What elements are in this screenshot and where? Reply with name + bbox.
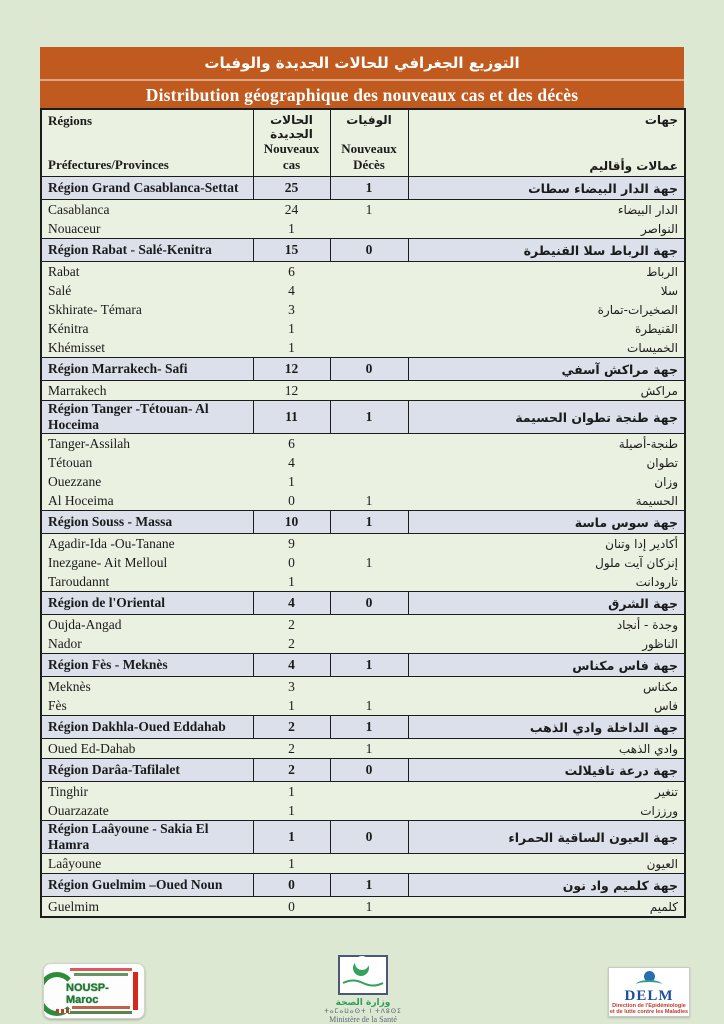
region-row — [41, 401, 685, 434]
region-row — [41, 821, 685, 854]
arabic-name-cell: جهة طنجة تطوان الحسيمة — [408, 401, 685, 434]
arabic-name-cell: وادي الذهب — [618, 741, 678, 756]
province-row — [41, 801, 685, 821]
deaths-cell: 1 — [365, 740, 373, 756]
arabic-name-cell: الصخيرات-تمارة — [597, 302, 678, 317]
name-cell: Région Darâa-Tafilalet — [41, 759, 253, 782]
cases-cell: 1 — [253, 821, 330, 854]
deaths-cell: 0 — [330, 592, 408, 615]
header-new-cases-arabic: الحالات الجديدة — [270, 113, 313, 141]
deaths-cell: 1 — [330, 874, 408, 897]
cases-cell: 12 — [253, 358, 330, 381]
cases-cell: 2 — [288, 635, 295, 651]
deaths-cell: 1 — [365, 554, 373, 570]
name-cell: Agadir-Ida -Ou-Tanane — [48, 535, 175, 551]
arabic-name-cell: وجدة - أنجاد — [616, 617, 678, 632]
arabic-name-cell: جهة الشرق — [408, 592, 685, 615]
cases-cell: 15 — [253, 239, 330, 262]
nousp-dots-decoration — [56, 1009, 70, 1013]
nousp-bottom-text-decoration2 — [68, 1011, 132, 1014]
deaths-cell — [330, 615, 408, 635]
province-row — [41, 677, 685, 697]
cases-cell: 4 — [288, 454, 295, 470]
name-cell: Région Tanger -Tétouan- Al Hoceima — [41, 401, 253, 434]
deaths-cell — [330, 338, 408, 358]
header-jihat — [408, 109, 685, 177]
deaths-cell — [330, 534, 408, 554]
deaths-cell: 1 — [330, 511, 408, 534]
deaths-cell — [330, 319, 408, 338]
header-new-deaths-arabic: الوفيات — [346, 113, 392, 127]
name-cell: Ouarzazate — [48, 802, 109, 818]
cases-cell: 4 — [288, 282, 295, 298]
province-row — [41, 897, 685, 918]
header-prefectures-line2: Préfectures/Provinces — [48, 157, 169, 172]
name-cell: Tinghir — [48, 783, 89, 799]
deaths-cell — [330, 434, 408, 454]
province-row — [41, 472, 685, 491]
name-cell: Ouezzane — [48, 473, 102, 489]
name-cell: Fès — [48, 697, 67, 713]
delm-label: DELM — [624, 988, 674, 1004]
province-row — [41, 262, 685, 282]
province-row — [41, 491, 685, 511]
ministry-name-french: Ministère de la Santé — [329, 1015, 397, 1024]
name-cell: Nador — [48, 635, 82, 651]
table-header-row — [41, 109, 685, 177]
cases-cell: 1 — [288, 573, 295, 589]
deaths-cell: 1 — [330, 177, 408, 200]
deaths-cell — [330, 262, 408, 282]
title-french: Distribution géographique des nouveaux cas et des décès — [40, 81, 684, 110]
deaths-cell — [330, 801, 408, 821]
arabic-name-cell: إنزكان آيت ملول — [595, 555, 678, 570]
header-regions — [41, 109, 253, 177]
nousp-top-text-decoration2 — [74, 973, 128, 976]
title-arabic: التوزيع الجغرافي للحالات الجديدة والوفيات — [40, 47, 684, 81]
province-row — [41, 615, 685, 635]
header-jihat-line2: عمالات وأقاليم — [589, 159, 678, 173]
ministry-emblem — [338, 955, 388, 995]
ministry-of-health-logo — [322, 955, 404, 1024]
province-row — [41, 572, 685, 592]
region-row — [41, 654, 685, 677]
deaths-cell: 1 — [330, 716, 408, 739]
name-cell: Rabat — [48, 263, 80, 279]
report-header — [40, 47, 684, 110]
province-row — [41, 338, 685, 358]
wave-icon — [342, 977, 384, 989]
name-cell: Tétouan — [48, 454, 93, 470]
cases-cell: 24 — [284, 201, 299, 217]
header-new-deaths-french: Nouveaux Décès — [341, 141, 397, 172]
province-row — [41, 434, 685, 454]
province-row — [41, 782, 685, 802]
province-row — [41, 739, 685, 759]
arabic-name-cell: العيون — [646, 856, 678, 871]
header-regions-line1: Régions — [48, 113, 93, 128]
name-cell: Oujda-Angad — [48, 616, 122, 632]
cases-cell: 6 — [288, 435, 295, 451]
cases-cell: 25 — [253, 177, 330, 200]
nousp-label: NOUSP-Maroc — [66, 982, 109, 1006]
region-row — [41, 592, 685, 615]
cases-cell: 1 — [288, 339, 295, 355]
province-row — [41, 300, 685, 319]
arabic-name-cell: وزان — [654, 474, 678, 489]
name-cell: Skhirate- Témara — [48, 301, 142, 317]
cases-cell: 2 — [253, 716, 330, 739]
name-cell: Région Guelmim –Oued Noun — [41, 874, 253, 897]
deaths-cell — [330, 854, 408, 874]
name-cell: Région Fès - Meknès — [41, 654, 253, 677]
arabic-name-cell: مكناس — [643, 679, 678, 694]
name-cell: Kénitra — [48, 320, 89, 336]
cases-cell: 0 — [253, 874, 330, 897]
arabic-name-cell: الحسيمة — [635, 493, 678, 508]
deaths-cell — [330, 782, 408, 802]
cases-cell: 2 — [253, 759, 330, 782]
cases-cell: 9 — [288, 535, 295, 551]
deaths-cell: 0 — [330, 821, 408, 854]
cases-cell: 4 — [253, 654, 330, 677]
deaths-cell — [330, 381, 408, 401]
deaths-cell — [330, 572, 408, 592]
region-row — [41, 511, 685, 534]
name-cell: Taroudannt — [48, 573, 110, 589]
nousp-bottom-text-decoration — [72, 1006, 130, 1009]
cases-cell: 3 — [288, 678, 295, 694]
cases-cell: 0 — [288, 554, 295, 570]
province-row — [41, 219, 685, 239]
arabic-name-cell: جهة مراكش آسفي — [408, 358, 685, 381]
deaths-cell: 1 — [330, 654, 408, 677]
ministry-name-tifinagh: ⵜⴰⵎⴰⵡⴰⵙⵜ ⵏ ⵜⴷⵓⵙⵉ — [324, 1008, 402, 1015]
cases-cell: 6 — [288, 263, 295, 279]
cases-cell: 1 — [288, 473, 295, 489]
province-row — [41, 553, 685, 572]
name-cell: Marrakech — [48, 382, 107, 398]
name-cell: Casablanca — [48, 201, 110, 217]
deaths-cell: 0 — [330, 358, 408, 381]
arabic-name-cell: الناظور — [642, 636, 678, 651]
region-row — [41, 239, 685, 262]
name-cell: Nouaceur — [48, 220, 101, 236]
deaths-cell — [330, 677, 408, 697]
arabic-name-cell: الدار البيضاء — [617, 202, 678, 217]
name-cell: Guelmim — [48, 898, 99, 914]
cases-cell: 1 — [288, 697, 295, 713]
arabic-name-cell: مراكش — [640, 383, 678, 398]
header-new-deaths — [330, 109, 408, 177]
delm-subtitle-line1: Direction de l'Epidémiologie — [612, 1003, 686, 1009]
name-cell: Région Dakhla-Oued Eddahab — [41, 716, 253, 739]
arabic-name-cell: كلميم — [649, 899, 678, 914]
cases-cell: 1 — [288, 320, 295, 336]
header-new-cases-french: Nouveaux cas — [263, 141, 320, 172]
region-row — [41, 358, 685, 381]
name-cell: Tanger-Assilah — [48, 435, 131, 451]
header-jihat-line1: جهات — [644, 113, 678, 127]
arabic-name-cell: جهة كلميم واد نون — [408, 874, 685, 897]
arabic-name-cell: جهة درعة تافيلالت — [408, 759, 685, 782]
name-cell: Région Souss - Massa — [41, 511, 253, 534]
nousp-maroc-logo — [43, 963, 145, 1019]
cases-cell: 1 — [288, 855, 295, 871]
arabic-name-cell: ورززات — [640, 803, 678, 818]
deaths-cell — [330, 219, 408, 239]
name-cell: Oued Ed-Dahab — [48, 740, 136, 756]
province-row — [41, 854, 685, 874]
deaths-cell: 0 — [330, 239, 408, 262]
province-row — [41, 319, 685, 338]
arabic-name-cell: جهة الرباط سلا القنيطرة — [408, 239, 685, 262]
region-row — [41, 716, 685, 739]
arabic-name-cell: جهة الداخلة وادي الذهب — [408, 716, 685, 739]
name-cell: Al Hoceima — [48, 492, 114, 508]
arabic-name-cell: فاس — [653, 698, 678, 713]
name-cell: Meknès — [48, 678, 91, 694]
name-cell: Laâyoune — [48, 855, 102, 871]
region-row — [41, 874, 685, 897]
cases-cell: 1 — [288, 783, 295, 799]
name-cell: Salé — [48, 282, 72, 298]
cases-cell: 1 — [288, 220, 295, 236]
cases-cell: 2 — [288, 740, 295, 756]
province-row — [41, 534, 685, 554]
arabic-name-cell: جهة فاس مكناس — [408, 654, 685, 677]
region-row — [41, 759, 685, 782]
name-cell: Région Grand Casablanca-Settat — [41, 177, 253, 200]
arabic-name-cell: تنغير — [655, 784, 678, 799]
name-cell: Khémisset — [48, 339, 105, 355]
cases-cell: 0 — [288, 492, 295, 508]
deaths-cell: 1 — [365, 492, 373, 508]
province-row — [41, 381, 685, 401]
province-row — [41, 281, 685, 300]
province-row — [41, 696, 685, 716]
ministry-name-arabic: وزارة الصحة — [335, 998, 391, 1008]
arabic-name-cell: طنجة-أصيلة — [618, 436, 678, 451]
delm-logo — [608, 967, 690, 1017]
arabic-name-cell: جهة العيون الساقية الحمراء — [408, 821, 685, 854]
arabic-name-cell: الرباط — [646, 264, 678, 279]
deaths-cell: 0 — [330, 759, 408, 782]
delm-subtitle-line2: et de lutte contre les Maladies — [609, 1009, 689, 1015]
region-row — [41, 177, 685, 200]
cases-cell: 0 — [288, 898, 295, 914]
arabic-name-cell: أكادير إدا وتنان — [605, 536, 678, 551]
nousp-top-text-decoration — [70, 968, 132, 971]
deaths-cell — [330, 281, 408, 300]
arabic-name-cell: تطوان — [646, 455, 678, 470]
cases-cell: 11 — [253, 401, 330, 434]
province-row — [41, 634, 685, 654]
crescent-icon — [353, 960, 369, 976]
cases-cell: 4 — [253, 592, 330, 615]
province-row — [41, 453, 685, 472]
arabic-name-cell: الخميسات — [627, 340, 678, 355]
header-new-cases — [253, 109, 330, 177]
deaths-cell: 1 — [365, 697, 373, 713]
cases-cell: 12 — [284, 382, 299, 398]
deaths-cell — [330, 634, 408, 654]
name-cell: Région Marrakech- Safi — [41, 358, 253, 381]
nousp-red-bar — [133, 972, 138, 1010]
distribution-table — [40, 108, 686, 918]
name-cell: Inezgane- Ait Melloul — [48, 554, 168, 570]
cases-cell: 1 — [288, 802, 295, 818]
deaths-cell: 1 — [365, 898, 373, 914]
deaths-cell — [330, 300, 408, 319]
footer-logos — [0, 950, 724, 1024]
deaths-cell: 1 — [330, 401, 408, 434]
arabic-name-cell: تارودانت — [635, 574, 678, 589]
arabic-name-cell: جهة الدار البيضاء سطات — [408, 177, 685, 200]
cases-cell: 3 — [288, 301, 295, 317]
deaths-cell — [330, 472, 408, 491]
province-row — [41, 200, 685, 220]
arabic-name-cell: النواصر — [641, 221, 678, 236]
arabic-name-cell: جهة سوس ماسة — [408, 511, 685, 534]
name-cell: Région de l'Oriental — [41, 592, 253, 615]
name-cell: Région Rabat - Salé-Kenitra — [41, 239, 253, 262]
name-cell: Région Laâyoune - Sakia El Hamra — [41, 821, 253, 854]
arabic-name-cell: القنيطرة — [634, 321, 678, 336]
deaths-cell — [330, 453, 408, 472]
table-body — [41, 177, 685, 918]
cases-cell: 2 — [288, 616, 295, 632]
cases-cell: 10 — [253, 511, 330, 534]
arabic-name-cell: سلا — [660, 283, 678, 298]
deaths-cell: 1 — [365, 201, 373, 217]
